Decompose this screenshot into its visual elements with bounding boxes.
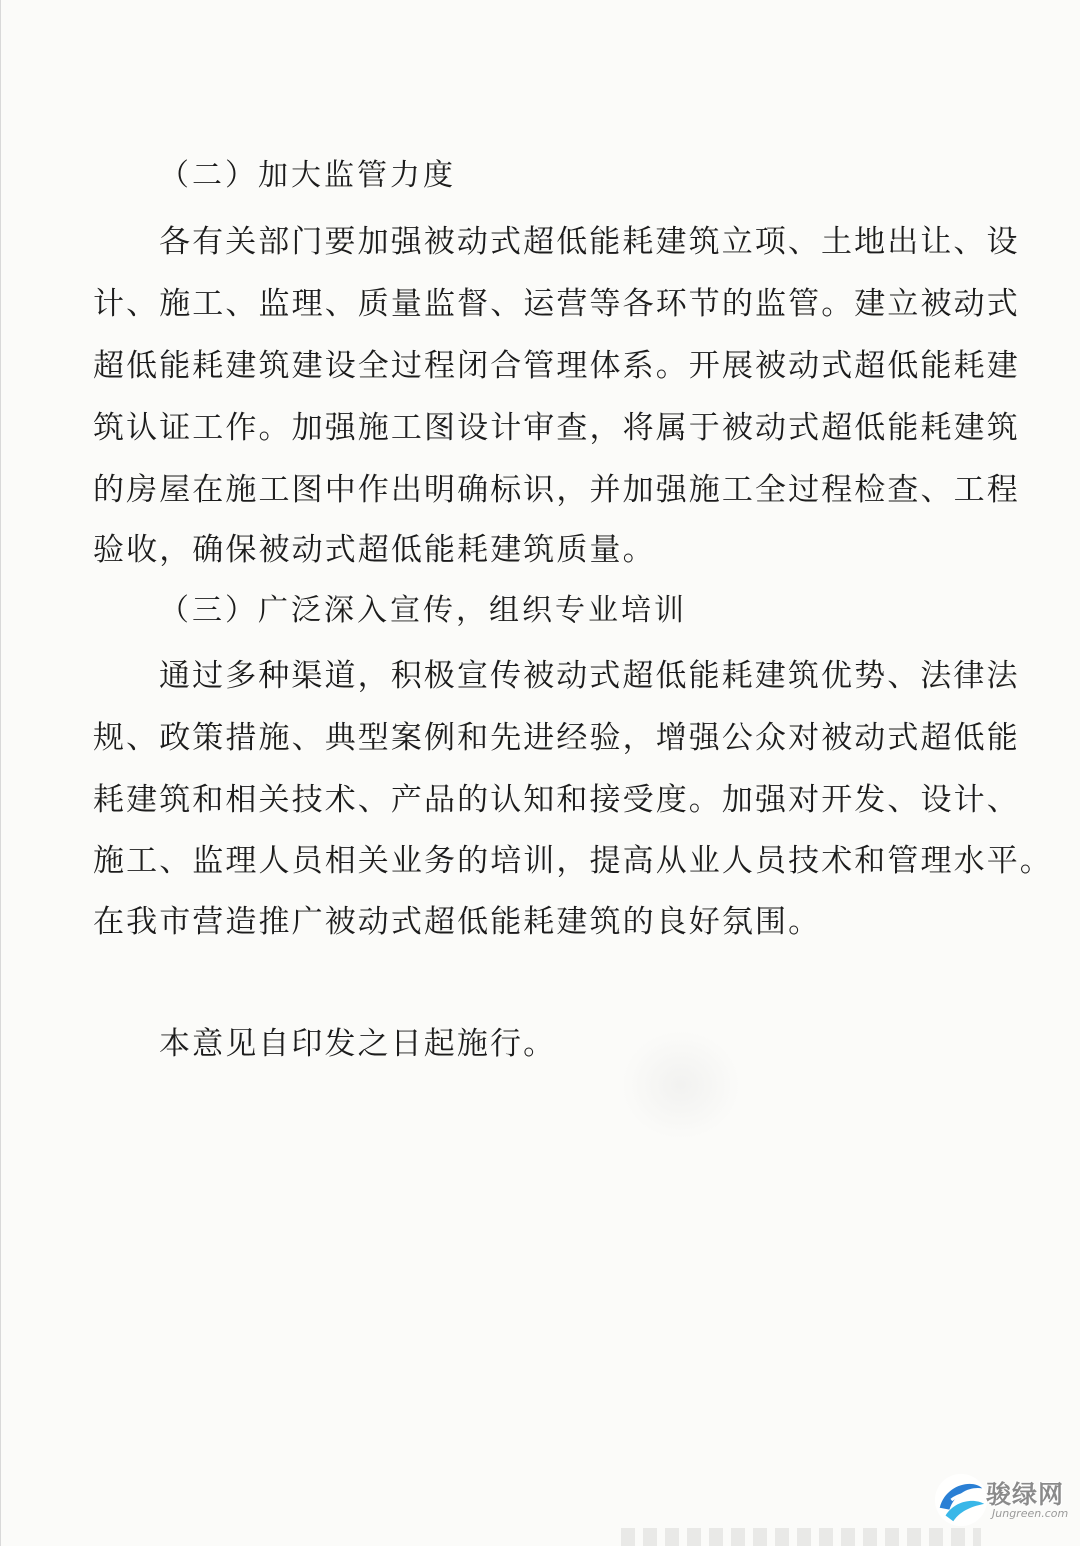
- paragraph-line: 各有关部门要加强被动式超低能耗建筑立项、土地出让、设: [159, 224, 1020, 260]
- section-heading-2: （二）加大监管力度: [159, 158, 456, 193]
- leaf-swirl-icon: [932, 1471, 990, 1529]
- paragraph-line: 筑认证工作。加强施工图设计审查，将属于被动式超低能耗建筑: [93, 410, 1020, 446]
- paragraph-line: 超低能耗建筑建设全过程闭合管理体系。开展被动式超低能耗建: [93, 348, 1020, 384]
- site-watermark: [926, 1465, 1076, 1535]
- paragraph-line: 施工、监理人员相关业务的培训，提高从业人员技术和管理水平。: [93, 843, 1053, 879]
- paragraph-line: 在我市营造推广被动式超低能耗建筑的良好氛围。: [93, 904, 822, 940]
- paragraph-line: 计、施工、监理、质量监督、运营等各环节的监管。建立被动式: [93, 286, 1020, 322]
- paragraph-line: 的房屋在施工图中作出明确标识，并加强施工全过程检查、工程: [93, 472, 1020, 508]
- watermark-site-name: 骏绿网: [986, 1480, 1065, 1509]
- closing-statement: 本意见自印发之日起施行。: [159, 1026, 557, 1062]
- paragraph-line: 规、政策措施、典型案例和先进经验，增强公众对被动式超低能: [93, 720, 1020, 756]
- scan-smudge: [621, 1030, 741, 1140]
- section-heading-3: （三）广泛深入宣传，组织专业培训: [159, 593, 687, 628]
- watermark-site-url: Jungreen.com: [992, 1507, 1069, 1520]
- paragraph-line: 验收，确保被动式超低能耗建筑质量。: [93, 532, 656, 568]
- paragraph-line: 通过多种渠道，积极宣传被动式超低能耗建筑优势、法律法: [159, 658, 1020, 694]
- paragraph-line: 耗建筑和相关技术、产品的认知和接受度。加强对开发、设计、: [93, 782, 1020, 818]
